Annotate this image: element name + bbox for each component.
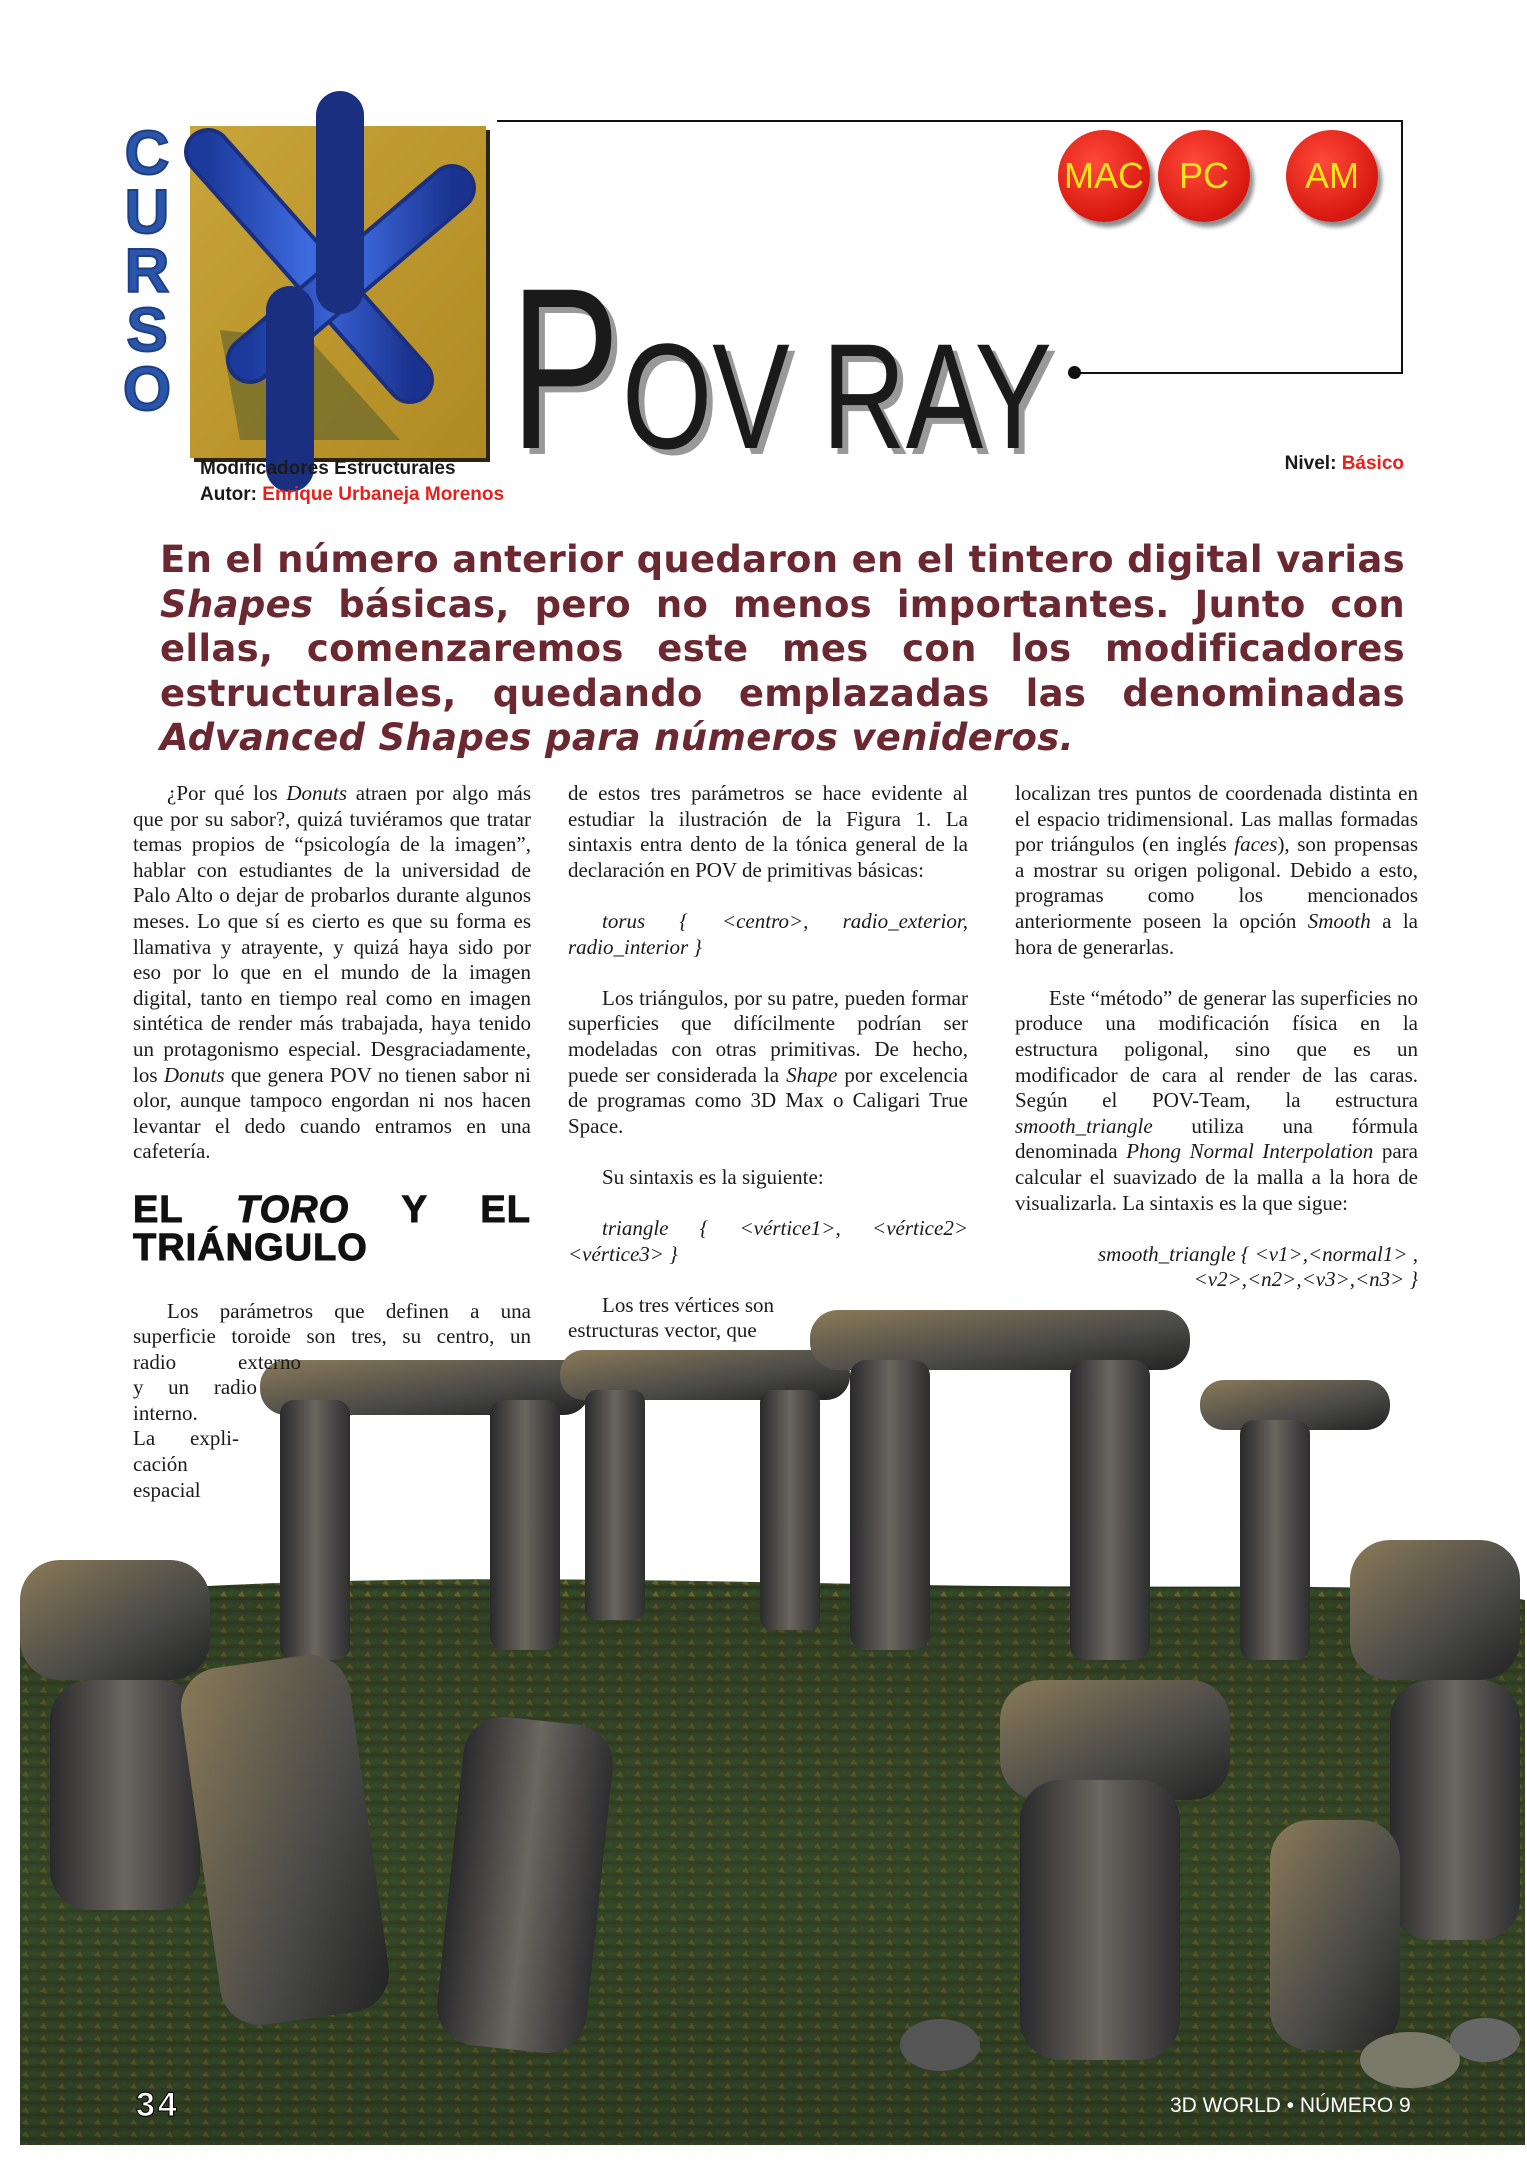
platform-badge-am: AM — [1286, 130, 1378, 222]
page-number: 34 — [136, 2086, 180, 2124]
wrapped-line: radio externo — [133, 1349, 301, 1374]
wrapped-line: interno. — [133, 1400, 198, 1425]
wrapped-line: y un radio — [133, 1375, 257, 1400]
text-run: Su sintaxis es la siguiente: — [602, 1164, 824, 1189]
wrapped-line: estructuras vector, que — [568, 1318, 757, 1343]
text-run: que genera POV no tienen sabor ni olor, aunque tampoco engordan ni nos hacen levantar el dedo cuando entramos en una cafetería. — [133, 1062, 531, 1164]
emphasis-text: smooth_triangle { <v1>,<normal1> ,<v2>,<n2>,<v3>,<n3> } — [1098, 1241, 1418, 1292]
wrapped-line: La expli- — [133, 1426, 239, 1451]
series-letter: U — [124, 178, 170, 247]
emphasis-text: triangle { <vértice1>, <vértice2> <vértice3> } — [568, 1216, 968, 1266]
heading-part: TORO — [236, 1188, 350, 1231]
page-title — [500, 240, 1080, 497]
wrapped-line: cación — [133, 1452, 188, 1477]
magazine-issue: 3D WORLD • NÚMERO 9 — [1170, 2094, 1411, 2117]
text-run: básicas, pero no menos importantes. Junto con ellas, comenzaremos este mes con los modificadores estructurales, quedando emplazadas las denominadas — [160, 582, 1405, 715]
body-paragraph — [568, 781, 968, 883]
title-initial: P — [510, 240, 620, 497]
series-letter: O — [122, 355, 172, 424]
header-frame-line — [497, 120, 1403, 122]
platform-badge-mac: MAC — [1058, 130, 1150, 222]
article-level — [1285, 453, 1404, 475]
body-paragraph — [568, 986, 968, 1140]
emphasis-text: smooth_triangle — [1015, 1113, 1153, 1138]
wrapped-lines — [133, 1350, 531, 1504]
text-run: para calcular el suavizado de la malla a la hora de visualizarla. La sintaxis es la que sigue: — [1015, 1139, 1418, 1215]
column-3 — [1015, 781, 1418, 1318]
author-name: Enrique Urbaneja Morenos — [262, 484, 505, 505]
emphasis-text: Donuts — [286, 781, 348, 805]
author-label: Autor: — [200, 484, 257, 505]
lead-paragraph — [160, 538, 1405, 761]
header-frame-line — [1401, 120, 1403, 374]
platform-badge-pc: PC — [1158, 130, 1250, 222]
text-run: de estos tres parámetros se hace evidente al estudiar la ilustración de la Figura 1. La sintaxis entra dento de la tónica general de la declaración en POV de primitivas básicas: — [568, 781, 968, 882]
heading-part: Y EL TRIÁNGULO — [133, 1188, 531, 1269]
text-run: En el número anterior quedaron en el tintero digital varias — [160, 538, 1405, 581]
level-value: Básico — [1341, 453, 1404, 474]
emphasis-text: torus { <centro>, radio_exterior, radio_interior } — [568, 908, 968, 959]
code-snippet — [1015, 1242, 1418, 1293]
column-2 — [568, 781, 968, 1344]
jack-logo-image — [160, 110, 520, 490]
wrapped-lines — [568, 1293, 968, 1344]
text-run: ), son propensas a mostrar su origen poligonal. Debido a esto, programas como los mencionados anteriormente poseen la opción — [1015, 832, 1418, 933]
text-run: localizan tres puntos de coordenada distinta en el espacio tridimensional. Las mallas formadas por triángulos (en inglés — [1015, 781, 1418, 857]
emphasis-text: faces — [1234, 832, 1278, 857]
text-run: ¿Por qué los — [167, 781, 287, 805]
emphasis-text: Smooth — [1307, 908, 1371, 933]
wrapped-line: espacial — [133, 1477, 201, 1502]
header-frame-line — [1078, 372, 1403, 374]
series-letter: R — [124, 237, 170, 306]
column-1 — [133, 781, 531, 1503]
body-paragraph — [1015, 781, 1418, 960]
emphasis-text: Advanced Shapes para números venideros. — [160, 716, 1074, 759]
body-paragraph — [568, 1165, 968, 1191]
level-label: Nivel: — [1284, 453, 1337, 474]
heading-part: EL — [133, 1188, 237, 1231]
emphasis-text: Donuts — [163, 1062, 225, 1087]
body-paragraph — [1015, 986, 1418, 1216]
title-rest: OV RAY — [622, 312, 1052, 480]
emphasis-text: Shape — [786, 1062, 838, 1087]
code-snippet — [568, 1216, 968, 1267]
wrapped-line: Los tres vértices son — [602, 1292, 775, 1317]
text-run: Los triángulos, por su patre, pueden formar superficies que difícilmente podrían ser modeladas con otras primitivas. De hecho, puede ser considerada la — [568, 985, 968, 1087]
body-paragraph: Los parámetros que definen a una superficie toroide son tres, su centro, un — [133, 1298, 531, 1349]
article-subtitle: Modificadores Estructurales — [200, 458, 456, 479]
text-run: Este “método” de generar las superficies no produce una modificación física en la estructura poligonal, sino que es un modificador de cara al render de las caras. Según el POV-Team, la estructura — [1015, 985, 1418, 1113]
series-letter: C — [124, 119, 170, 188]
emphasis-text: Shapes — [160, 582, 314, 626]
article-author — [200, 484, 504, 506]
body-paragraph — [133, 781, 531, 1165]
text-run: utiliza una fórmula denominada — [1015, 1113, 1418, 1164]
emphasis-text: Phong Normal Interpolation — [1126, 1139, 1374, 1164]
text-run: atraen por algo más que por su sabor?, quizá tuviéramos que tratar temas propios de “psicología de la imagen”, hablar con estudiantes de la universidad de Palo Alto o dejar de probarlos durante algunos meses. Lo que sí es cierto es que su forma es llamativa y atrayente, y quizá haya sido por eso por lo que en el mundo de la imagen digital, tanto en tiempo real como en imagen sintética de render más trabajada, haya tenido un protagonismo especial. Desgraciadamente, los — [133, 781, 531, 1087]
section-heading — [133, 1188, 531, 1269]
text-run: a la hora de generarlas. — [1015, 908, 1419, 959]
code-snippet — [568, 909, 968, 960]
series-letter: S — [126, 296, 168, 365]
text-run: por excelencia de programas como 3D Max o Caligari True Space. — [568, 1062, 968, 1138]
